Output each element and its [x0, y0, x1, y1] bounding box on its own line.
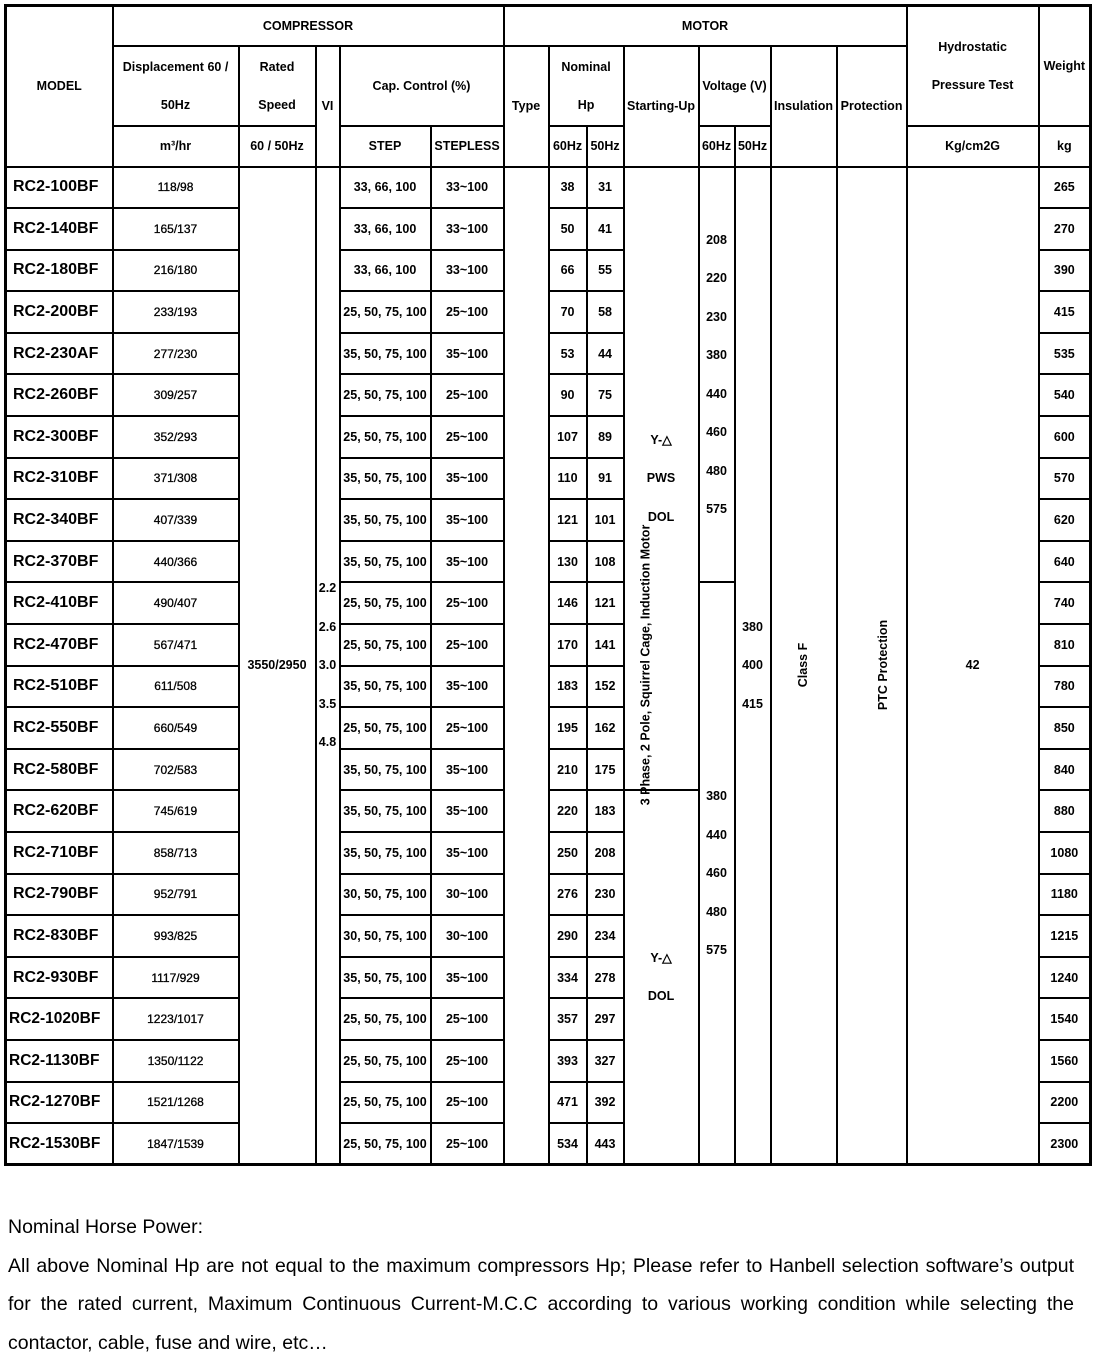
stepless-cell: 25~100: [431, 1123, 504, 1165]
header-weight: Weight: [1039, 6, 1091, 126]
hp-60hz-cell: 107: [549, 416, 587, 458]
weight-cell: 570: [1039, 458, 1091, 500]
protection-cell: PTC Protection: [837, 167, 907, 1165]
hp-60hz-cell: 146: [549, 582, 587, 624]
stepless-cell: 35~100: [431, 790, 504, 832]
model-cell: RC2-230AF: [6, 333, 113, 375]
step-cell: 25, 50, 75, 100: [340, 707, 431, 749]
step-cell: 35, 50, 75, 100: [340, 749, 431, 791]
displacement-cell: 407/339: [113, 499, 239, 541]
model-cell: RC2-1130BF: [6, 1040, 113, 1082]
header-motor: MOTOR: [504, 6, 907, 46]
hp-50hz-cell: 141: [587, 624, 624, 666]
hp-60hz-cell: 276: [549, 874, 587, 916]
step-cell: 25, 50, 75, 100: [340, 624, 431, 666]
weight-cell: 265: [1039, 167, 1091, 209]
weight-cell: 390: [1039, 250, 1091, 292]
step-cell: 35, 50, 75, 100: [340, 333, 431, 375]
step-cell: 30, 50, 75, 100: [340, 915, 431, 957]
header-hp-60hz: 60Hz: [549, 126, 587, 167]
hp-50hz-cell: 31: [587, 167, 624, 209]
hp-50hz-cell: 58: [587, 291, 624, 333]
hp-50hz-cell: 392: [587, 1082, 624, 1124]
hp-60hz-cell: 393: [549, 1040, 587, 1082]
model-cell: RC2-510BF: [6, 666, 113, 708]
header-hydrostatic: Hydrostatic Pressure Test: [907, 6, 1039, 126]
hp-50hz-cell: 183: [587, 790, 624, 832]
header-voltage-60hz: 60Hz: [699, 126, 735, 167]
hp-50hz-cell: 443: [587, 1123, 624, 1165]
hp-60hz-cell: 110: [549, 458, 587, 500]
model-cell: RC2-830BF: [6, 915, 113, 957]
hp-60hz-cell: 357: [549, 998, 587, 1040]
step-cell: 33, 66, 100: [340, 167, 431, 209]
weight-cell: 1180: [1039, 874, 1091, 916]
hp-60hz-cell: 290: [549, 915, 587, 957]
hp-60hz-cell: 38: [549, 167, 587, 209]
step-cell: 35, 50, 75, 100: [340, 666, 431, 708]
vi-cell: 2.2 2.6 3.0 3.5 4.8: [316, 167, 340, 1165]
voltage-60hz-cell-b: 380 440 460 480 575: [699, 582, 735, 1164]
displacement-cell: 702/583: [113, 749, 239, 791]
model-cell: RC2-1020BF: [6, 998, 113, 1040]
displacement-cell: 1117/929: [113, 957, 239, 999]
weight-cell: 1240: [1039, 957, 1091, 999]
stepless-cell: 35~100: [431, 666, 504, 708]
stepless-cell: 33~100: [431, 167, 504, 209]
stepless-cell: 30~100: [431, 915, 504, 957]
displacement-cell: 745/619: [113, 790, 239, 832]
stepless-cell: 35~100: [431, 832, 504, 874]
stepless-cell: 33~100: [431, 250, 504, 292]
model-cell: RC2-100BF: [6, 167, 113, 209]
displacement-cell: 352/293: [113, 416, 239, 458]
stepless-cell: 25~100: [431, 998, 504, 1040]
displacement-cell: 952/791: [113, 874, 239, 916]
model-cell: RC2-710BF: [6, 832, 113, 874]
step-cell: 25, 50, 75, 100: [340, 998, 431, 1040]
weight-cell: 1080: [1039, 832, 1091, 874]
header-step: STEP: [340, 126, 431, 167]
hp-50hz-cell: 55: [587, 250, 624, 292]
hp-60hz-cell: 220: [549, 790, 587, 832]
step-cell: 25, 50, 75, 100: [340, 1082, 431, 1124]
hp-50hz-cell: 327: [587, 1040, 624, 1082]
weight-cell: 535: [1039, 333, 1091, 375]
voltage-50hz-cell: 380 400 415: [735, 167, 771, 1165]
step-cell: 25, 50, 75, 100: [340, 1040, 431, 1082]
hp-60hz-cell: 90: [549, 374, 587, 416]
model-cell: RC2-580BF: [6, 749, 113, 791]
footnote-body: All above Nominal Hp are not equal to the maximum compressors Hp; Please refer to Hanbell selection software’s output for the rated current, Maximum Continuous Current-M.C.C according to various working condition while selecting the contactor, cable, fuse and wire, etc…: [8, 1247, 1074, 1362]
header-voltage-50hz: 50Hz: [735, 126, 771, 167]
hp-50hz-cell: 208: [587, 832, 624, 874]
header-model: MODEL: [6, 6, 113, 167]
insulation-cell: Class F: [771, 167, 837, 1165]
hp-60hz-cell: 183: [549, 666, 587, 708]
model-cell: RC2-340BF: [6, 499, 113, 541]
hp-60hz-cell: 50: [549, 208, 587, 250]
displacement-cell: 993/825: [113, 915, 239, 957]
stepless-cell: 33~100: [431, 208, 504, 250]
step-cell: 25, 50, 75, 100: [340, 374, 431, 416]
hp-50hz-cell: 101: [587, 499, 624, 541]
hp-50hz-cell: 91: [587, 458, 624, 500]
stepless-cell: 30~100: [431, 874, 504, 916]
stepless-cell: 25~100: [431, 374, 504, 416]
weight-cell: 840: [1039, 749, 1091, 791]
hp-60hz-cell: 534: [549, 1123, 587, 1165]
unit-weight: kg: [1039, 126, 1091, 167]
model-cell: RC2-370BF: [6, 541, 113, 583]
weight-cell: 740: [1039, 582, 1091, 624]
weight-cell: 880: [1039, 790, 1091, 832]
model-cell: RC2-260BF: [6, 374, 113, 416]
step-cell: 25, 50, 75, 100: [340, 582, 431, 624]
hp-60hz-cell: 170: [549, 624, 587, 666]
model-cell: RC2-1270BF: [6, 1082, 113, 1124]
displacement-cell: 309/257: [113, 374, 239, 416]
hp-50hz-cell: 278: [587, 957, 624, 999]
displacement-cell: 216/180: [113, 250, 239, 292]
stepless-cell: 25~100: [431, 1082, 504, 1124]
stepless-cell: 25~100: [431, 582, 504, 624]
header-cap-control: Cap. Control (%): [340, 46, 504, 126]
displacement-cell: 1223/1017: [113, 998, 239, 1040]
hp-60hz-cell: 210: [549, 749, 587, 791]
weight-cell: 640: [1039, 541, 1091, 583]
header-insulation: Insulation: [771, 46, 837, 167]
hp-60hz-cell: 130: [549, 541, 587, 583]
hp-50hz-cell: 230: [587, 874, 624, 916]
displacement-cell: 440/366: [113, 541, 239, 583]
weight-cell: 620: [1039, 499, 1091, 541]
unit-rated-speed: 60 / 50Hz: [239, 126, 316, 167]
displacement-cell: 277/230: [113, 333, 239, 375]
step-cell: 35, 50, 75, 100: [340, 499, 431, 541]
voltage-60hz-cell-a: 208 220 230 380 440 460 480 575: [699, 167, 735, 583]
weight-cell: 1560: [1039, 1040, 1091, 1082]
displacement-cell: 660/549: [113, 707, 239, 749]
weight-cell: 2200: [1039, 1082, 1091, 1124]
displacement-cell: 490/407: [113, 582, 239, 624]
weight-cell: 600: [1039, 416, 1091, 458]
hp-60hz-cell: 471: [549, 1082, 587, 1124]
model-cell: RC2-200BF: [6, 291, 113, 333]
stepless-cell: 35~100: [431, 541, 504, 583]
model-cell: RC2-930BF: [6, 957, 113, 999]
stepless-cell: 35~100: [431, 333, 504, 375]
hp-60hz-cell: 121: [549, 499, 587, 541]
displacement-cell: 1521/1268: [113, 1082, 239, 1124]
step-cell: 35, 50, 75, 100: [340, 957, 431, 999]
step-cell: 25, 50, 75, 100: [340, 1123, 431, 1165]
weight-cell: 2300: [1039, 1123, 1091, 1165]
hp-60hz-cell: 66: [549, 250, 587, 292]
model-cell: RC2-180BF: [6, 250, 113, 292]
displacement-cell: 1350/1122: [113, 1040, 239, 1082]
model-cell: RC2-410BF: [6, 582, 113, 624]
header-vi: VI: [316, 46, 340, 167]
hp-60hz-cell: 195: [549, 707, 587, 749]
displacement-cell: 118/98: [113, 167, 239, 209]
step-cell: 35, 50, 75, 100: [340, 790, 431, 832]
spec-table: [4, 4, 1092, 1166]
step-cell: 25, 50, 75, 100: [340, 291, 431, 333]
stepless-cell: 25~100: [431, 1040, 504, 1082]
weight-cell: 540: [1039, 374, 1091, 416]
model-cell: RC2-140BF: [6, 208, 113, 250]
stepless-cell: 25~100: [431, 416, 504, 458]
header-rated-speed: Rated Speed: [239, 46, 316, 126]
step-cell: 35, 50, 75, 100: [340, 541, 431, 583]
hydrostatic-cell: 42: [907, 167, 1039, 1165]
header-compressor: COMPRESSOR: [113, 6, 504, 46]
starting-up-cell-b: Y-△ DOL: [624, 790, 699, 1164]
step-cell: 30, 50, 75, 100: [340, 874, 431, 916]
weight-cell: 1215: [1039, 915, 1091, 957]
hp-50hz-cell: 108: [587, 541, 624, 583]
step-cell: 35, 50, 75, 100: [340, 458, 431, 500]
model-cell: RC2-300BF: [6, 416, 113, 458]
model-cell: RC2-790BF: [6, 874, 113, 916]
step-cell: 33, 66, 100: [340, 250, 431, 292]
table-row: [6, 167, 1091, 209]
step-cell: 35, 50, 75, 100: [340, 832, 431, 874]
stepless-cell: 35~100: [431, 499, 504, 541]
hp-50hz-cell: 89: [587, 416, 624, 458]
header-voltage: Voltage (V): [699, 46, 771, 126]
displacement-cell: 233/193: [113, 291, 239, 333]
model-cell: RC2-470BF: [6, 624, 113, 666]
header-hp-50hz: 50Hz: [587, 126, 624, 167]
hp-50hz-cell: 152: [587, 666, 624, 708]
displacement-cell: 165/137: [113, 208, 239, 250]
footnote: [8, 1208, 1074, 1362]
step-cell: 33, 66, 100: [340, 208, 431, 250]
step-cell: 25, 50, 75, 100: [340, 416, 431, 458]
hp-60hz-cell: 250: [549, 832, 587, 874]
header-starting-up: Starting-Up: [624, 46, 699, 167]
hp-50hz-cell: 234: [587, 915, 624, 957]
hp-60hz-cell: 334: [549, 957, 587, 999]
footnote-title: Nominal Horse Power:: [8, 1208, 1074, 1247]
hp-50hz-cell: 41: [587, 208, 624, 250]
stepless-cell: 25~100: [431, 624, 504, 666]
model-cell: RC2-310BF: [6, 458, 113, 500]
hp-60hz-cell: 70: [549, 291, 587, 333]
model-cell: RC2-550BF: [6, 707, 113, 749]
weight-cell: 1540: [1039, 998, 1091, 1040]
hp-60hz-cell: 53: [549, 333, 587, 375]
stepless-cell: 35~100: [431, 458, 504, 500]
hp-50hz-cell: 121: [587, 582, 624, 624]
rated-speed-cell: 3550/2950: [239, 167, 316, 1165]
stepless-cell: 25~100: [431, 291, 504, 333]
displacement-cell: 567/471: [113, 624, 239, 666]
hp-50hz-cell: 175: [587, 749, 624, 791]
model-cell: RC2-620BF: [6, 790, 113, 832]
stepless-cell: 25~100: [431, 707, 504, 749]
hp-50hz-cell: 297: [587, 998, 624, 1040]
stepless-cell: 35~100: [431, 957, 504, 999]
header-displacement: Displacement 60 / 50Hz: [113, 46, 239, 126]
unit-displacement: m³/hr: [113, 126, 239, 167]
displacement-cell: 858/713: [113, 832, 239, 874]
starting-up-cell-a: Y-△ PWS DOL: [624, 167, 699, 791]
header-nominal-hp: Nominal Hp: [549, 46, 624, 126]
displacement-cell: 611/508: [113, 666, 239, 708]
weight-cell: 780: [1039, 666, 1091, 708]
header-type: Type: [504, 46, 549, 167]
weight-cell: 415: [1039, 291, 1091, 333]
hp-50hz-cell: 75: [587, 374, 624, 416]
weight-cell: 850: [1039, 707, 1091, 749]
stepless-cell: 35~100: [431, 749, 504, 791]
weight-cell: 270: [1039, 208, 1091, 250]
unit-hydrostatic: Kg/cm2G: [907, 126, 1039, 167]
displacement-cell: 371/308: [113, 458, 239, 500]
header-stepless: STEPLESS: [431, 126, 504, 167]
hp-50hz-cell: 162: [587, 707, 624, 749]
motor-type-cell: 3 Phase, 2 Pole, Squirrel Cage, Induction Motor: [504, 167, 549, 1165]
model-cell: RC2-1530BF: [6, 1123, 113, 1165]
weight-cell: 810: [1039, 624, 1091, 666]
hp-50hz-cell: 44: [587, 333, 624, 375]
displacement-cell: 1847/1539: [113, 1123, 239, 1165]
header-protection: Protection: [837, 46, 907, 167]
